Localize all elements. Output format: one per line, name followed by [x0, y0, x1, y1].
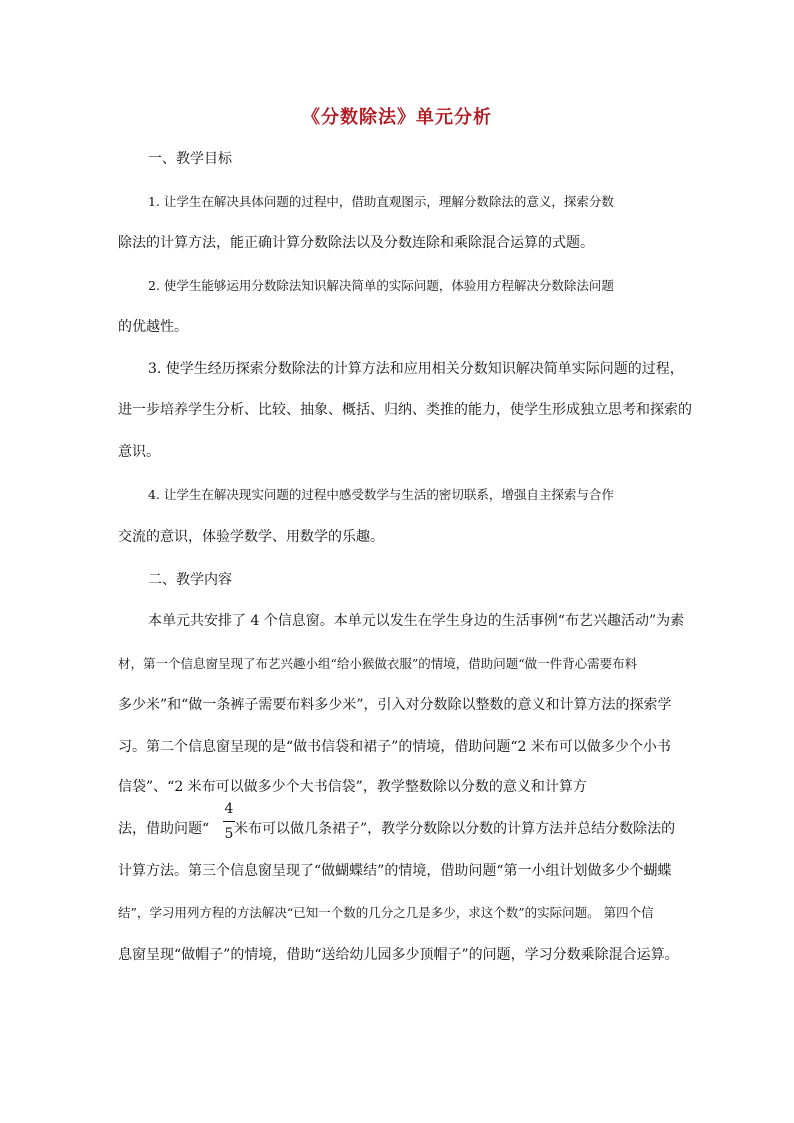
objective-3-line-1: 3. 使学生经历探索分数除法的计算方法和应用相关分数知识解决简单实际问题的过程，: [148, 361, 684, 377]
objective-1-line-2: 除法的计算方法，能正确计算分数除法以及分数连除和乘除混合运算的式题。: [118, 235, 594, 251]
objective-3-line-3: 意识。: [118, 444, 160, 460]
content-line-4: 习。第二个信息窗呈现的是“做书信袋和裙子”的情境，借助问题“2 米布可以做多少个小书: [118, 739, 671, 755]
content-line-8: 结”，学习用列方程的方法解决“已知一个数的几分之几是多少，求这个数”的实际问题。 第四个信: [118, 905, 654, 920]
content-line-5: 信袋”、“2 米布可以做多少个大书信袋”，教学整数除以分数的意义和计算方: [118, 779, 587, 795]
fraction-denominator: 5: [224, 826, 234, 842]
objective-4-line-2: 交流的意识，体验学数学、用数学的乐趣。: [118, 529, 384, 545]
objective-3-line-2: 进一步培养学生分析、比较、抽象、概括、归纳、类推的能力，使学生形成独立思考和探索的: [118, 402, 692, 418]
content-line-9: 息窗呈现“做帽子”的情境，借助“送给幼儿园多少顶帽子”的问题，学习分数乘除混合运算。: [118, 947, 679, 963]
objective-2-line-2: 的优越性。: [118, 319, 188, 335]
content-line-2: 材，第一个信息窗呈现了布艺兴趣小组“给小猴做衣服”的情境，借助问题“做一件背心需要布料: [118, 656, 638, 671]
document-title: 《分数除法》单元分析: [302, 107, 492, 128]
content-line-1: 本单元共安排了 4 个信息窗。本单元以发生在学生身边的生活事例“布艺兴趣活动”为素: [148, 613, 685, 629]
content-line-6a: 法，借助问题“: [118, 821, 210, 837]
content-line-6b: 米布可以做几条裙子”，教学分数除以分数的计算方法并总结分数除法的: [234, 821, 676, 837]
objective-2-line-1: 2. 使学生能够运用分数除法知识解决简单的实际问题，体验用方程解决分数除法问题: [148, 278, 614, 293]
section-heading-content: 二、教学内容: [148, 572, 232, 588]
objective-4-line-1: 4. 让学生在解决现实问题的过程中感受数学与生活的密切联系，增强自主探索与合作: [148, 487, 614, 502]
objective-1-line-1: 1. 让学生在解决具体问题的过程中，借助直观图示，理解分数除法的意义，探索分数: [148, 194, 614, 209]
content-line-7: 计算方法。第三个信息窗呈现了“做蝴蝶结”的情境，借助问题“第一小组计划做多少个蝴蝶: [118, 863, 672, 879]
fraction-numerator: 4: [224, 801, 234, 817]
section-heading-objectives: 一、教学目标: [148, 151, 232, 167]
content-line-3: 多少米”和“做一条裤子需要布料多少米”，引入对分数除以整数的意义和计算方法的探索学: [118, 697, 672, 713]
